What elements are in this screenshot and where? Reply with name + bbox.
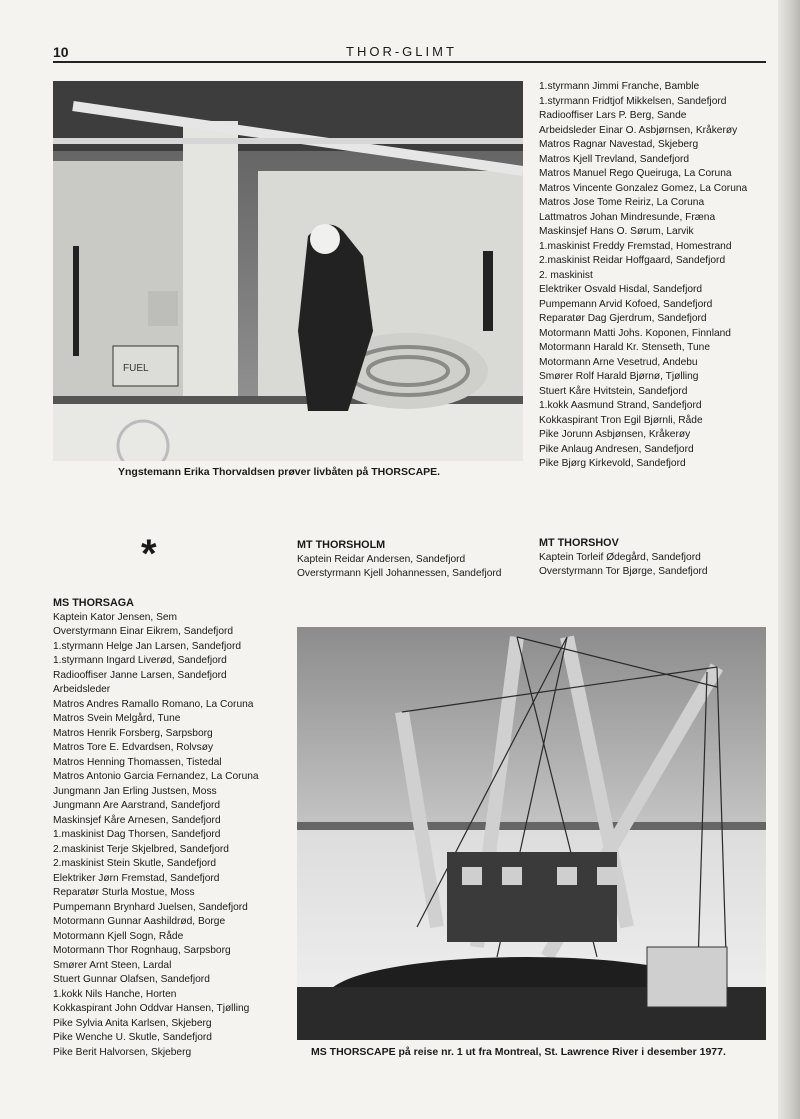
crew-list-item: Pike Anlaug Andresen, Sandefjord	[539, 443, 694, 455]
crew-list-item: Kaptein Kator Jensen, Sem	[53, 611, 178, 623]
crew-line: Overstyrmann Tor Bjørge, Sandefjord	[539, 566, 708, 577]
crew-list-item: 1.styrmann Ingard Liverød, Sandefjord	[53, 655, 227, 666]
crew-list-item: 1.styrmann Fridtjof Mikkelsen, Sandefjord	[539, 95, 727, 107]
mt-thorshov-heading: MT THORSHOV	[539, 537, 619, 549]
crew-list-item: 2.maskinist Reidar Hoffgaard, Sandefjord	[539, 255, 726, 266]
crew-list-item: Smører Arnt Steen, Lardal	[53, 959, 172, 971]
crew-list-item: Radiooffiser Janne Larsen, Sandefjord	[53, 669, 227, 681]
page-edge	[778, 0, 800, 1119]
crew-list-item: Pike Wenche U. Skutle, Sandefjord	[53, 1032, 212, 1043]
crew-list-item: Pike Bjørg Kirkevold, Sandefjord	[539, 458, 686, 469]
crew-list-item: Motormann Thor Rognhaug, Sarpsborg	[53, 945, 231, 956]
crew-list-item: Pumpemann Arvid Kofoed, Sandefjord	[539, 298, 713, 310]
crew-list-item: Matros Kjell Trevland, Sandefjord	[539, 153, 690, 165]
crew-list-item: Jungmann Jan Erling Justsen, Moss	[53, 785, 217, 797]
crew-list-item: Matros Henrik Forsberg, Sarpsborg	[53, 727, 213, 739]
ship-photo	[297, 627, 766, 1040]
crew-list-item: 2.maskinist Stein Skutle, Sandefjord	[53, 858, 217, 869]
running-header: THOR-GLIMT	[346, 44, 457, 59]
crew-list-item: Matros Svein Melgård, Tune	[53, 713, 181, 724]
lifeboat-photo	[53, 81, 523, 461]
crew-list-item: Pike Sylvia Anita Karlsen, Skjeberg	[53, 1017, 212, 1029]
crew-list-item: Radiooffiser Lars P. Berg, Sande	[539, 110, 687, 121]
ms-thorsaga-crew-list	[53, 611, 259, 1061]
crew-list-item: 2.maskinist Terje Skjelbred, Sandefjord	[53, 843, 229, 855]
crew-list-item: Motormann Harald Kr. Stenseth, Tune	[539, 342, 711, 353]
crew-list-item: Matros Vincente Gonzalez Gomez, La Coruna	[539, 182, 748, 194]
crew-list-item: Matros Tore E. Edvardsen, Rolvsøy	[53, 742, 214, 753]
mt-thorsholm-heading: MT THORSHOLM	[297, 539, 386, 551]
crew-list-item: Pumpemann Brynhard Juelsen, Sandefjord	[53, 901, 248, 913]
lifeboat-photo-caption: Yngstemann Erika Thorvaldsen prøver livbåten på THORSCAPE.	[118, 466, 441, 478]
crew-list-item: Motormann Arne Vesetrud, Andebu	[539, 356, 698, 368]
ship-photo-caption: MS THORSCAPE på reise nr. 1 ut fra Montreal, St. Lawrence River i desember 1977.	[311, 1046, 726, 1058]
crew-list-item: Arbeidsleder	[53, 684, 111, 695]
crew-list-item: Matros Ragnar Navestad, Skjeberg	[539, 139, 699, 150]
crew-list-item: Arbeidsleder Einar O. Asbjørnsen, Kråkerøy	[539, 124, 738, 136]
crew-list-item: Elektriker Osvald Hisdal, Sandefjord	[539, 284, 703, 295]
lifeboat-photo-graphic	[53, 81, 523, 461]
crew-list-item: Kokkaspirant Tron Egil Bjørnli, Råde	[539, 414, 703, 426]
ms-thorsaga-block	[53, 596, 259, 1060]
crew-list-item: 1.maskinist Dag Thorsen, Sandefjord	[53, 829, 221, 840]
crew-list-item: Matros Antonio Garcia Fernandez, La Coruna	[53, 771, 259, 782]
crew-list-item: Motormann Kjell Sogn, Råde	[53, 930, 184, 942]
crew-line: Kaptein Reidar Andersen, Sandefjord	[297, 553, 466, 565]
crew-list-right	[539, 80, 747, 472]
asterisk-ornament: *	[141, 532, 157, 576]
crew-list-item: 1.styrmann Jimmi Franche, Bamble	[539, 81, 700, 92]
crew-line: Kaptein Torleif Ødegård, Sandefjord	[539, 551, 701, 563]
crew-list-item: Reparatør Sturla Mostue, Moss	[53, 887, 195, 898]
crew-list-item: Pike Berit Halvorsen, Skjeberg	[53, 1046, 192, 1058]
fuel-sign-text: FUEL	[123, 363, 149, 374]
crew-list-item: 1.styrmann Helge Jan Larsen, Sandefjord	[53, 640, 242, 652]
crew-list-item: Lattmatros Johan Mindresunde, Fræna	[539, 211, 716, 223]
crew-list-item: Maskinsjef Hans O. Sørum, Larvik	[539, 226, 694, 237]
ms-thorsaga-heading: MS THORSAGA	[53, 597, 134, 609]
crew-list-item: Motormann Matti Johs. Koponen, Finnland	[539, 327, 731, 339]
crew-list-item: Stuert Kåre Hvitstein, Sandefjord	[539, 385, 688, 397]
crew-list-item: Reparatør Dag Gjerdrum, Sandefjord	[539, 313, 707, 324]
crew-list-item: Kokkaspirant John Oddvar Hansen, Tjølling	[53, 1003, 250, 1014]
crew-list-item: Jungmann Are Aarstrand, Sandefjord	[53, 800, 221, 811]
header-rule	[53, 61, 766, 63]
crew-list-item: 1.maskinist Freddy Fremstad, Homestrand	[539, 240, 732, 252]
ship-photo-graphic	[297, 627, 766, 1040]
crew-list-item: Stuert Gunnar Olafsen, Sandefjord	[53, 974, 210, 985]
page-number: 10	[53, 44, 69, 60]
crew-list-item: Smører Rolf Harald Bjørnø, Tjølling	[539, 371, 699, 382]
crew-list-item: 1.kokk Aasmund Strand, Sandefjord	[539, 400, 702, 411]
crew-list-item: Elektriker Jørn Fremstad, Sandefjord	[53, 872, 220, 884]
crew-list-item: Matros Manuel Rego Queiruga, La Coruna	[539, 168, 732, 179]
crew-list-item: Matros Andres Ramallo Romano, La Coruna	[53, 698, 254, 710]
crew-list-item: Matros Henning Thomassen, Tistedal	[53, 756, 222, 768]
crew-list-item: Motormann Gunnar Aashildrød, Borge	[53, 916, 226, 927]
crew-list-item: Pike Jorunn Asbjønsen, Kråkerøy	[539, 429, 691, 440]
crew-list-item: Maskinsjef Kåre Arnesen, Sandefjord	[53, 814, 221, 826]
crew-line: Overstyrmann Kjell Johannessen, Sandefjord	[297, 568, 502, 579]
crew-list-item: Overstyrmann Einar Eikrem, Sandefjord	[53, 626, 234, 637]
crew-list-item: 2. maskinist	[539, 269, 593, 281]
mt-thorsholm-block	[297, 538, 501, 582]
crew-list-item: Matros Jose Tome Reiriz, La Coruna	[539, 197, 705, 208]
crew-list-item: 1.kokk Nils Hanche, Horten	[53, 988, 177, 1000]
mt-thorshov-block	[539, 536, 708, 580]
